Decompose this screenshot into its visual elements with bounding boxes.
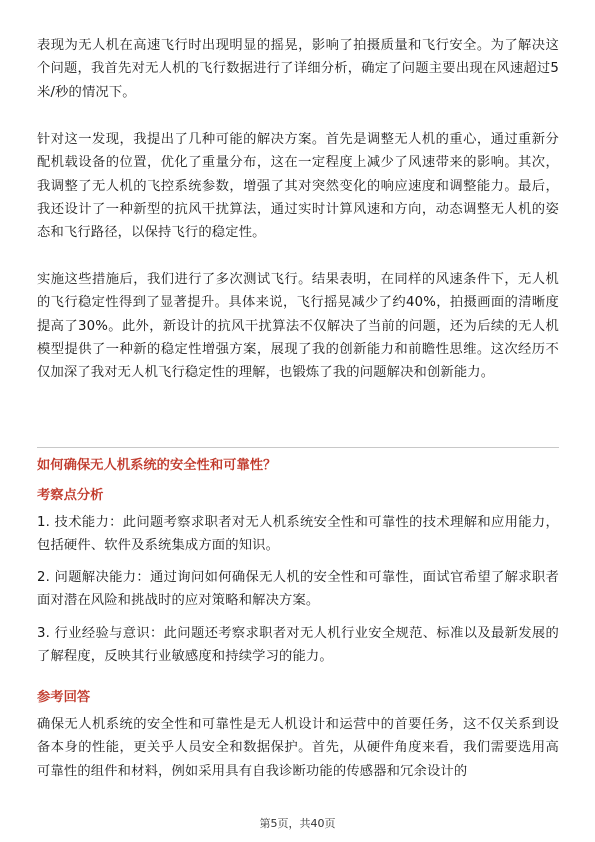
answer-heading: 参考回答 [37, 690, 91, 705]
analysis-heading: 考察点分析 [37, 488, 104, 503]
list-item: 2. 问题解决能力：通过询问如何确保无人机的安全性和可靠性，面试官希望了解求职者面对潜在风险和挑战时的应对策略和解决方案。 [37, 570, 559, 609]
section-divider [37, 447, 559, 448]
page-number: 第5页，共40页 [259, 817, 336, 830]
paragraph: 针对这一发现，我提出了几种可能的解决方案。首先是调整无人机的重心，通过重新分配机载设备的位置，优化了重量分布，这在一定程度上减少了风速带来的影响。其次，我调整了无人机的飞控系统参数，增强了其对突然变化的响应速度和调整能力。最后，我还设计了一种新型的抗风干扰算法，通过实时计算风速和方向，动态调整无人机的姿态和飞行路径，以保持飞行的稳定性。 [37, 132, 559, 241]
answer-paragraph: 确保无人机系统的安全性和可靠性是无人机设计和运营中的首要任务，这不仅关系到设备本身的性能，更关乎人员安全和数据保护。首先，从硬件角度来看，我们需要选用高可靠性的组件和材料，例如采用具有自我诊断功能的传感器和冗余设计的 [37, 717, 559, 779]
list-item: 1. 技术能力：此问题考察求职者对无人机系统安全性和可靠性的技术理解和应用能力，包括硬件、软件及系统集成方面的知识。 [37, 515, 559, 554]
paragraph: 实施这些措施后，我们进行了多次测试飞行。结果表明，在同样的风速条件下，无人机的飞行稳定性得到了显著提升。具体来说，飞行摇晃减少了约40%，拍摄画面的清晰度提高了30%。此外，新设计的抗风干扰算法不仅解决了当前的问题，还为后续的无人机模型提供了一种新的稳定性增强方案，展现了我的创新能力和前瞻性思维。这次经历不仅加深了我对无人机飞行稳定性的理解，也锻炼了我的问题解决和创新能力。 [37, 272, 559, 381]
question-title: 如何确保无人机系统的安全性和可靠性？ [37, 458, 277, 473]
paragraph: 表现为无人机在高速飞行时出现明显的摇晃，影响了拍摄质量和飞行安全。为了解决这个问题，我首先对无人机的飞行数据进行了详细分析，确定了问题主要出现在风速超过5米/秒的情况下。 [37, 38, 559, 100]
list-item: 3. 行业经验与意识：此问题还考察求职者对无人机行业安全规范、标准以及最新发展的了解程度，反映其行业敏感度和持续学习的能力。 [37, 626, 559, 665]
